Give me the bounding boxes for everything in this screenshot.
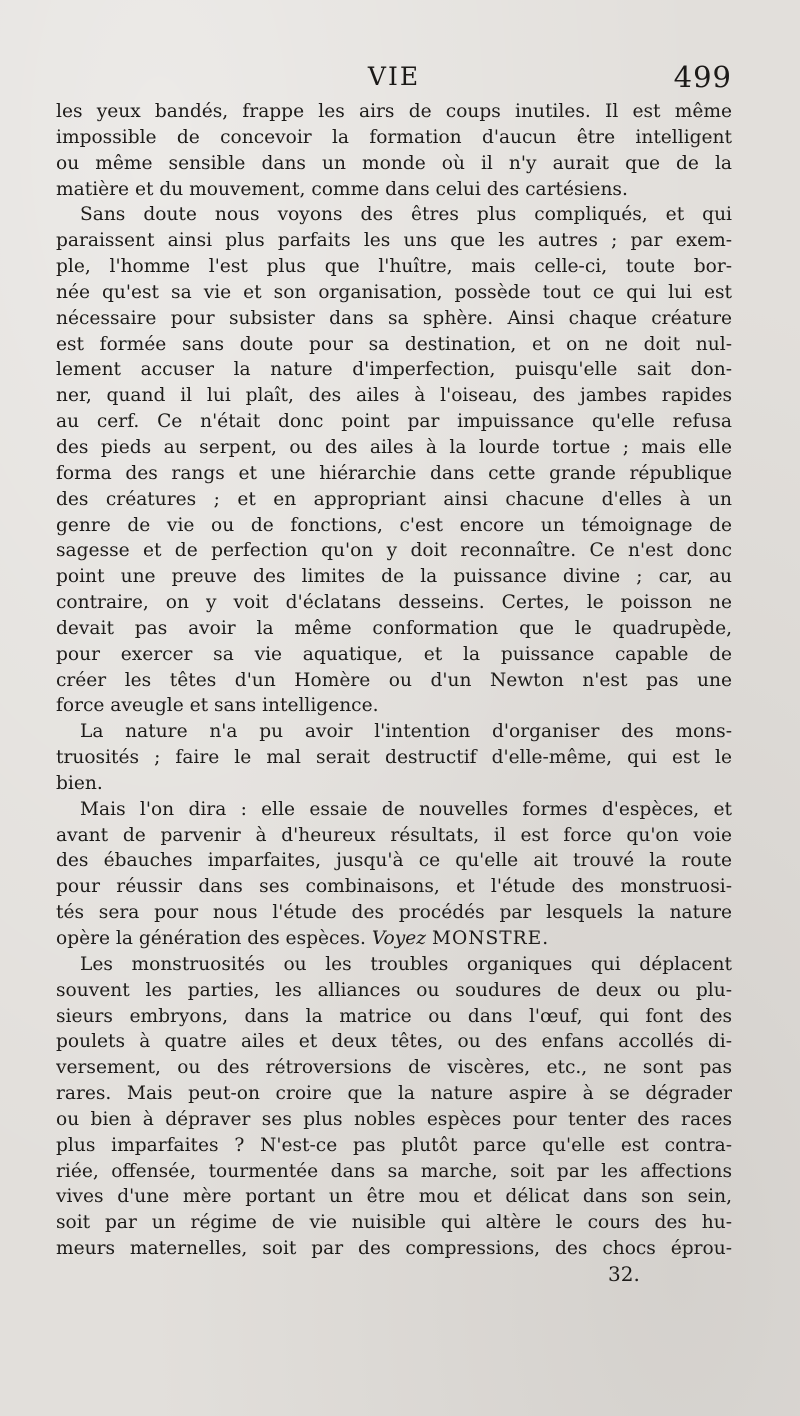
text-line: La nature n'a pu avoir l'intention d'organiser des mons- — [80, 721, 732, 743]
text-line: matière et du mouvement, comme dans celui des cartésiens. — [56, 178, 628, 200]
text-line: contraire, on y voit d'éclatans desseins. Certes, le poisson ne — [56, 592, 732, 614]
text-line: forma des rangs et une hiérarchie dans cette grande république — [56, 462, 732, 484]
text-line: pour exercer sa vie aquatique, et la puissance capable de — [56, 643, 732, 665]
page-number: 499 — [673, 60, 732, 94]
text-line: soit par un régime de vie nuisible qui altère le cours des hu- — [56, 1212, 732, 1234]
text-line-part: opère la génération des espèces. — [56, 928, 366, 949]
page-header — [56, 62, 732, 96]
text-line: point une preuve des limites de la puissance divine ; car, au — [56, 566, 732, 588]
text-line: est formée sans doute pour sa destination, et on ne doit nul- — [56, 333, 732, 355]
text-line: des créatures ; et en appropriant ainsi chacune d'elles à un — [56, 488, 732, 510]
text-line: ple, l'homme l'est plus que l'huître, mais celle-ci, toute bor- — [56, 256, 732, 278]
text-line: nécessaire pour subsister dans sa sphère. Ainsi chaque créature — [56, 307, 732, 329]
text-line: Sans doute nous voyons des êtres plus compliqués, et qui — [80, 204, 732, 226]
text-line: pour réussir dans ses combinaisons, et l'étude des monstruosi- — [56, 876, 732, 898]
text-line: Mais l'on dira : elle essaie de nouvelles formes d'espèces, et — [80, 798, 732, 820]
text-line: plus imparfaites ? N'est-ce pas plutôt parce qu'elle est contra- — [56, 1134, 732, 1156]
text-line: truosités ; faire le mal serait destructif d'elle-même, qui est le — [56, 747, 732, 769]
text-line: ou même sensible dans un monde où il n'y aurait que de la — [56, 152, 732, 174]
text-line: née qu'est sa vie et son organisation, possède tout ce qui lui est — [56, 281, 732, 303]
text-line: Les monstruosités ou les troubles organiques qui déplacent — [80, 953, 732, 975]
signature-mark: 32. — [608, 1262, 640, 1286]
running-head: VIE — [367, 62, 421, 91]
text-line: paraissent ainsi plus parfaits les uns que les autres ; par exem- — [56, 230, 732, 252]
text-line: impossible de concevoir la formation d'aucun être intelligent — [56, 126, 732, 148]
text-line: poulets à quatre ailes et deux têtes, ou des enfans accollés di- — [56, 1031, 732, 1053]
text-line: des pieds au serpent, ou des ailes à la lourde tortue ; mais elle — [56, 436, 732, 458]
text-line: tés sera pour nous l'étude des procédés par lesquels la nature — [56, 902, 732, 924]
text-line: vives d'une mère portant un être mou et délicat dans son sein, — [56, 1186, 732, 1208]
text-line: lement accuser la nature d'imperfection, puisqu'elle sait don- — [56, 359, 732, 381]
text-line: devait pas avoir la même conformation que le quadrupède, — [56, 617, 732, 639]
body-text — [56, 99, 732, 1262]
cross-reference-entry: MONSTRE. — [431, 928, 550, 949]
text-line: créer les têtes d'un Homère ou d'un Newton n'est pas une — [56, 669, 732, 691]
text-line: les yeux bandés, frappe les airs de coups inutiles. Il est même — [56, 101, 732, 122]
text-line: sagesse et de perfection qu'on y doit reconnaître. Ce n'est donc — [56, 540, 732, 562]
text-line: au cerf. Ce n'était donc point par impuissance qu'elle refusa — [56, 411, 732, 433]
text-line-with-cross-reference — [56, 926, 732, 952]
text-line: genre de vie ou de fonctions, c'est encore un témoignage de — [56, 514, 732, 536]
text-line: force aveugle et sans intelligence. — [56, 695, 379, 717]
text-line: avant de parvenir à d'heureux résultats, il est force qu'on voie — [56, 824, 732, 846]
text-line: bien. — [56, 772, 103, 794]
text-line: des ébauches imparfaites, jusqu'à ce qu'elle ait trouvé la route — [56, 850, 732, 872]
text-line: versement, ou des rétroversions de viscères, etc., ne sont pas — [56, 1057, 732, 1079]
text-line: souvent les parties, les alliances ou soudures de deux ou plu- — [56, 979, 732, 1001]
text-line: sieurs embryons, dans la matrice ou dans l'œuf, qui font des — [56, 1005, 732, 1027]
text-line: ou bien à dépraver ses plus nobles espèces pour tenter des races — [56, 1108, 732, 1130]
cross-reference-see: Voyez — [371, 928, 427, 949]
text-line: meurs maternelles, soit par des compressions, des chocs éprou- — [56, 1238, 732, 1260]
text-line: riée, offensée, tourmentée dans sa marche, soit par les affections — [56, 1160, 732, 1182]
text-line: rares. Mais peut-on croire que la nature aspire à se dégrader — [56, 1083, 732, 1105]
text-line: ner, quand il lui plaît, des ailes à l'oiseau, des jambes rapides — [56, 385, 732, 407]
